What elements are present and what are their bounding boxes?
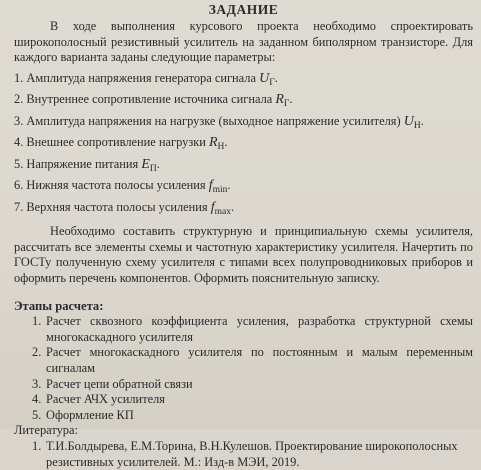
parameter-subscript: Н <box>217 142 225 153</box>
parameter-item: 1. Амплитуда напряжения генератора сигнала $U_Г$. <box>14 70 278 88</box>
literature-list <box>14 439 473 470</box>
parameter-symbol: U <box>259 70 270 86</box>
parameter-item: 4. Внешнее сопротивление нагрузки $R_Н$. <box>14 135 228 153</box>
stage-item: 1. Расчет сквозного коэффициента усиления, разработка структурной схемы многокаскадного усилителя <box>32 314 473 344</box>
parameter-item: 6. Нижняя частота полосы усиления $f_{min}$. <box>14 178 231 196</box>
intro-paragraph: В ходе выполнения курсового проекта необходимо спроектировать широкополосный резистивный усилитель на заданном биполярном транзисторе. Для каждого варианта заданы следующие параметры: <box>14 19 473 65</box>
parameter-symbol: E <box>141 156 150 172</box>
stages-heading: Этапы расчета: <box>14 298 104 313</box>
parameter-item: 7. Верхняя частота полосы усиления $f_{max}$. <box>14 199 235 217</box>
stages-list <box>14 314 473 423</box>
parameter-item: 5. Напряжение питания $E_П$. <box>14 156 160 174</box>
parameter-symbol: f <box>208 178 213 194</box>
parameter-subscript: Г <box>283 99 290 110</box>
stage-item: 5. Оформление КП <box>32 407 134 422</box>
parameter-symbol: U <box>403 113 414 129</box>
parameter-subscript: min <box>212 185 228 196</box>
stage-item: 4. Расчет АЧХ усилителя <box>32 392 165 407</box>
parameter-symbol: R <box>275 92 284 108</box>
task-paragraph: Необходимо составить структурную и принципиальную схемы усилителя, рассчитать все элементы схемы и частотную характеристику усилителя. Начертить по ГОСТу полученную схему усилителя с типами всех полупроводниковых приборов и оформить перечень компонентов. Оформить пояснительную записку. <box>14 224 473 286</box>
parameter-subscript: Г <box>269 77 275 88</box>
parameter-subscript: max <box>214 206 231 217</box>
parameter-subscript: П <box>149 163 157 174</box>
parameter-subscript: Н <box>413 120 421 131</box>
parameter-symbol: f <box>210 199 215 215</box>
literature-item: 1. Т.И.Болдырева, Е.М.Торина, В.Н.Кулешов. Проектирование широкополосных резистивных усилителей. М.: Изд-в МЭИ, 2019. <box>32 439 458 469</box>
literature-heading: Литература: <box>14 423 78 438</box>
stage-item: 2. Расчет многокаскадного усилителя по постоянным и малым переменным сигналам <box>32 345 473 376</box>
page-title: ЗАДАНИЕ <box>208 2 279 17</box>
parameter-item: 3. Амплитуда напряжения на нагрузке (выходное напряжение усилителя) $U_Н$. <box>14 113 424 131</box>
stage-item: 3. Расчет цепи обратной связи <box>32 376 193 391</box>
parameter-list <box>14 68 473 219</box>
parameter-symbol: R <box>208 135 218 151</box>
parameter-item: 2. Внутреннее сопротивление источника сигнала $R_Г$. <box>14 92 293 110</box>
